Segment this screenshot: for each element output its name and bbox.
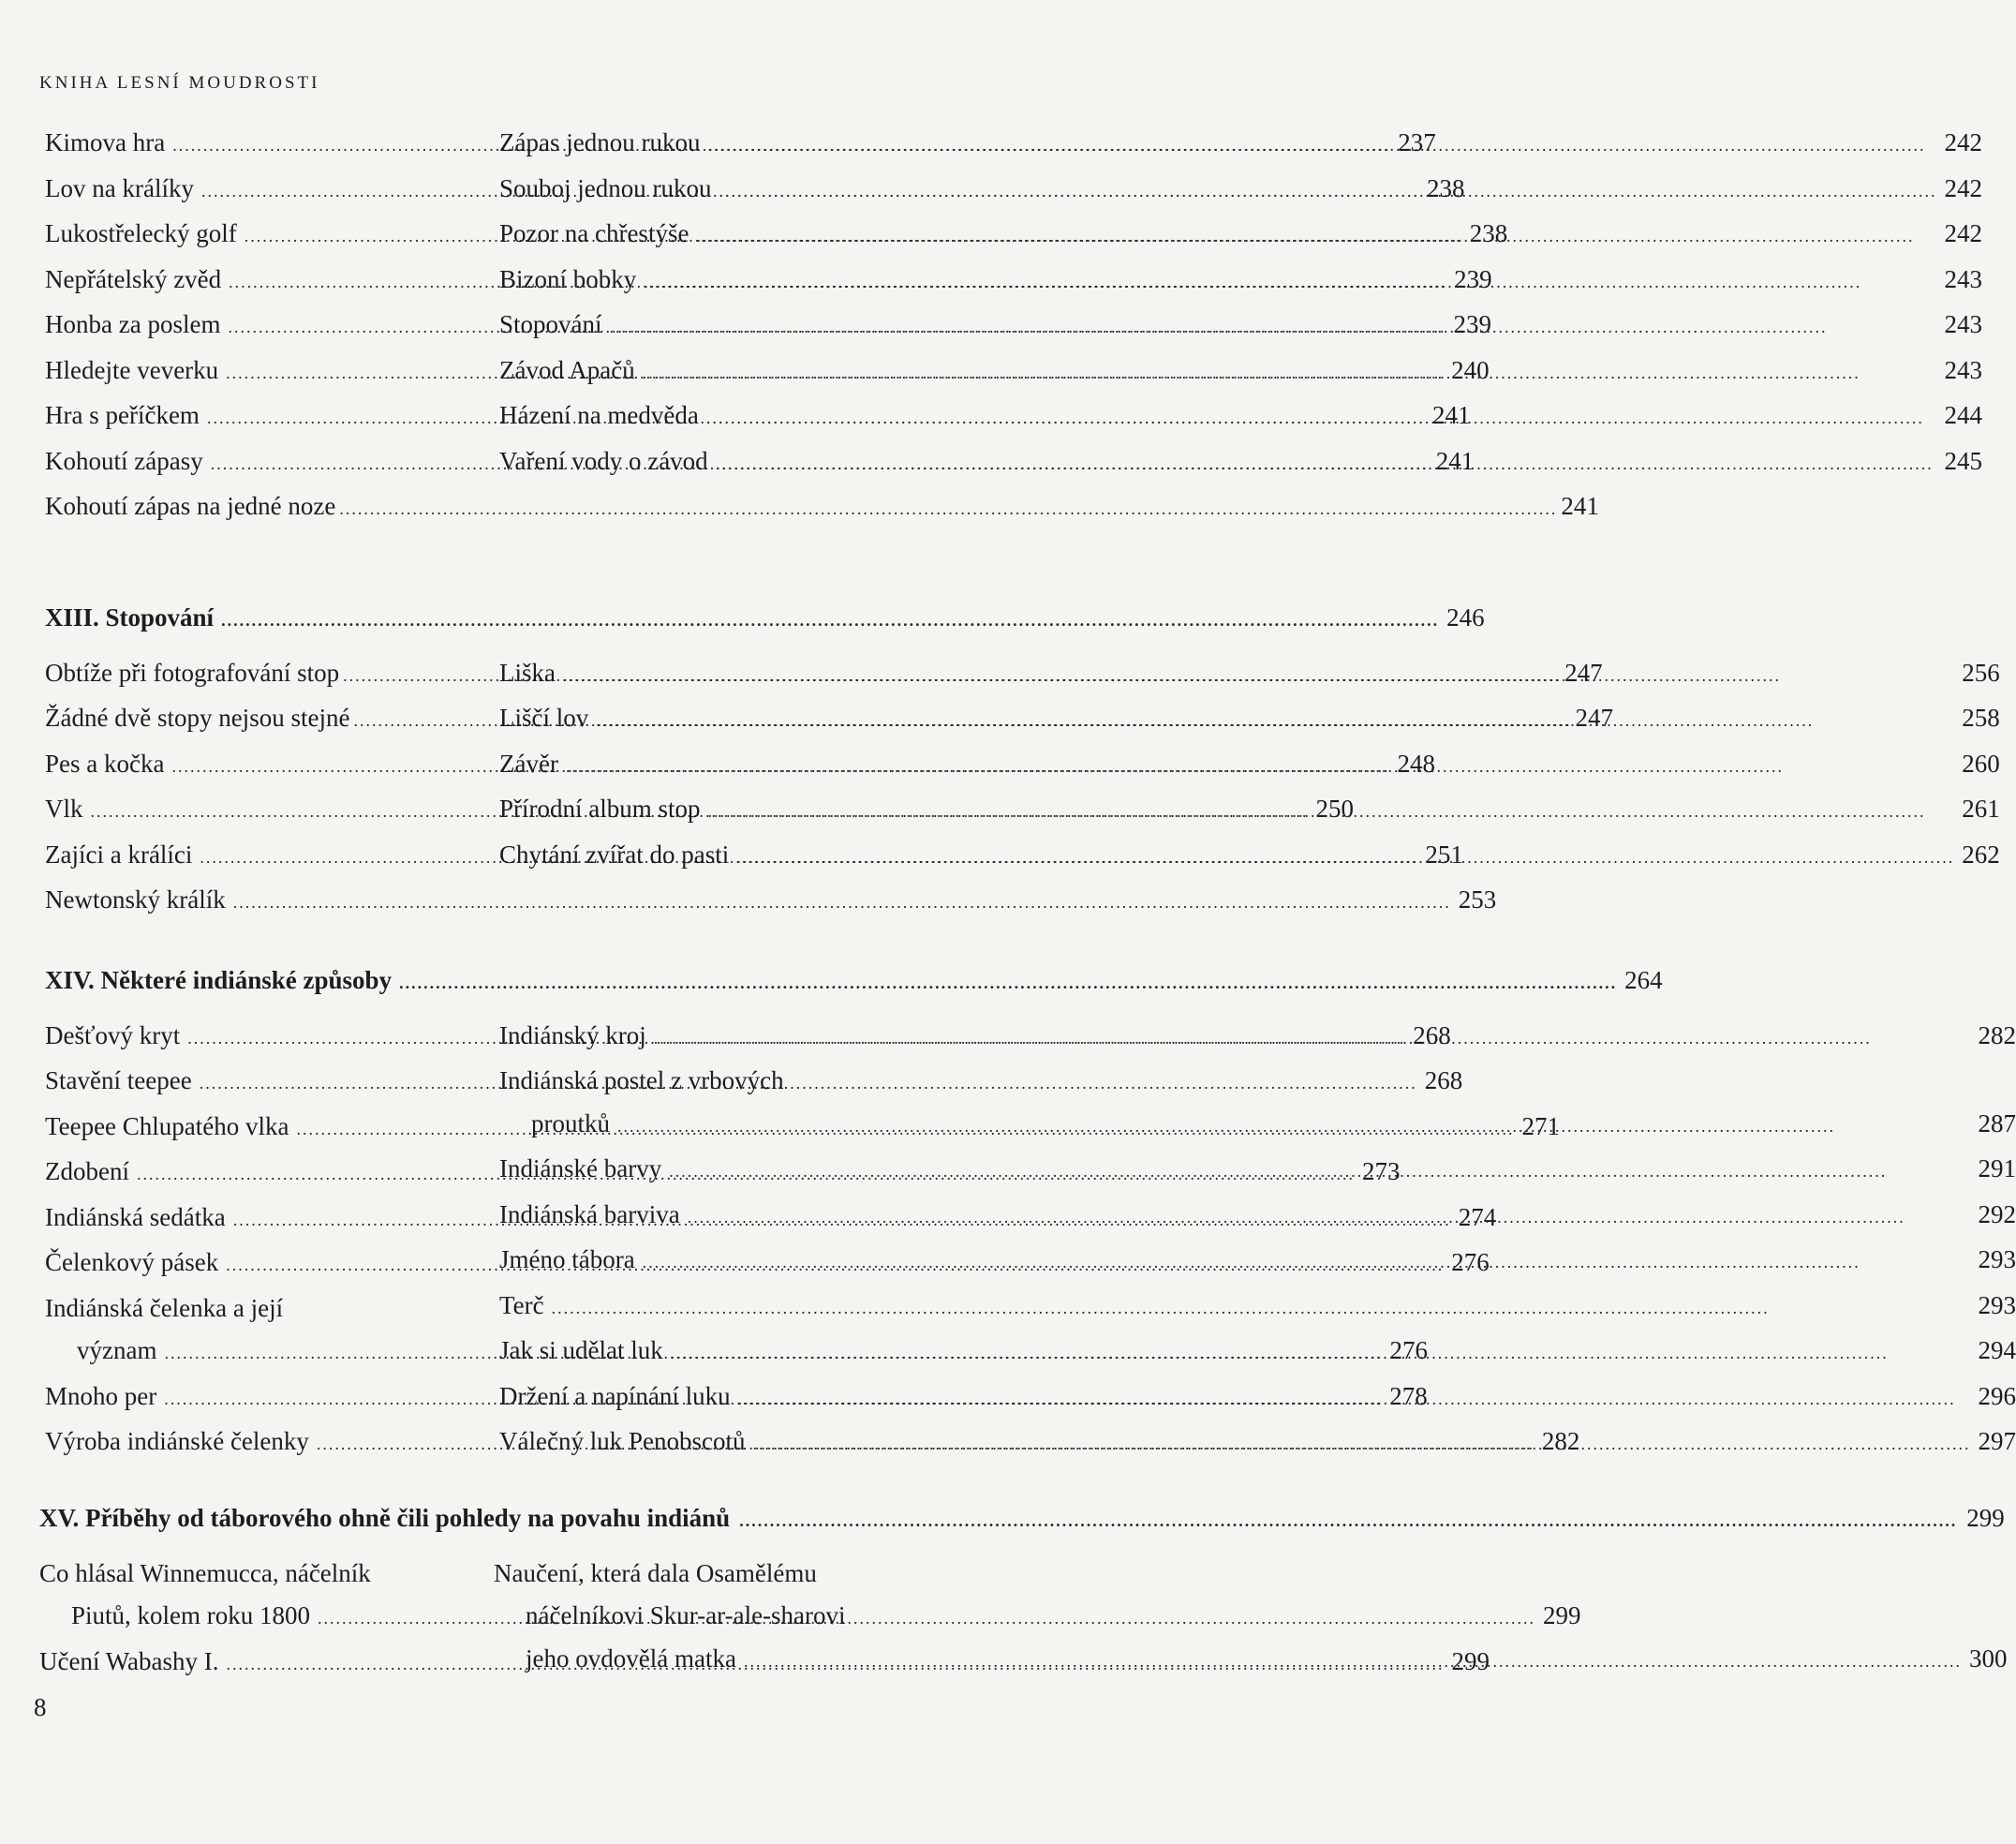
chapter-title: XIV. Některé indiánské způsoby (45, 966, 393, 994)
entry-page: 243 (1944, 310, 1982, 338)
entry-page: 278 (1389, 1381, 1428, 1410)
entry-title: Lov na králíky (45, 173, 194, 202)
entry-page: 294 (1978, 1336, 2016, 1364)
entry-page: 241 (1431, 401, 1471, 429)
toc-entry[interactable] (499, 743, 2000, 789)
dot-leader (707, 125, 1936, 168)
entry-title: Hra s peříčkem (45, 401, 200, 429)
entry-page: 238 (1469, 219, 1508, 247)
dot-leader (738, 1378, 1971, 1421)
entry-page: 238 (1426, 173, 1465, 202)
entry-page: 262 (1962, 840, 2000, 869)
entry-title: Dešťový kryt (45, 1020, 181, 1049)
toc-entry[interactable] (499, 1376, 2016, 1421)
entry-title: Indiánské barvy (499, 1154, 662, 1182)
entry-page: 296 (1978, 1381, 2016, 1410)
entry-page: 282 (1978, 1020, 2016, 1049)
entry-title: jeho ovdovělá matka (526, 1643, 736, 1673)
entry-page: 282 (1541, 1427, 1580, 1455)
dot-leader (644, 261, 1936, 305)
toc-entry[interactable] (499, 788, 2000, 834)
entry-title: Závod Apačů (499, 355, 635, 384)
entry-page: 260 (1962, 749, 2000, 778)
dot-leader (399, 962, 1617, 1005)
entry-page: 291 (1978, 1154, 2016, 1182)
dot-leader (669, 1151, 1970, 1194)
chapter-heading[interactable] (45, 597, 1485, 643)
entry-page: 239 (1453, 310, 1491, 338)
toc-entry[interactable] (45, 485, 1599, 531)
dot-leader (739, 1500, 1957, 1543)
entry-title: význam (77, 1336, 157, 1364)
toc-column-right (499, 652, 2000, 925)
toc-entry[interactable] (499, 1285, 2016, 1331)
dot-leader (596, 700, 1954, 743)
entry-title: Pes a kočka (45, 749, 165, 778)
entry-title: Zdobení (45, 1157, 129, 1185)
entry-title: Závěr (499, 749, 558, 778)
toc-column-right (494, 1553, 2007, 1687)
toc-entry[interactable] (499, 122, 1982, 168)
toc-entry[interactable] (499, 1239, 2016, 1285)
toc-entry-wrapped[interactable] (494, 1553, 2007, 1684)
entry-title: Obtíže při fotografování stop (45, 658, 340, 687)
chapter-heading[interactable] (39, 1497, 2005, 1543)
entry-title-line1: Indiánská čelenka a její (45, 1293, 284, 1322)
entry-title-line3 (494, 1638, 2007, 1684)
entry-title: Žádné dvě stopy nejsou stejné (45, 704, 350, 732)
entry-title: Newtonský králík (45, 885, 226, 914)
dot-leader (617, 1106, 1970, 1149)
entry-title: Honba za poslem (45, 310, 221, 338)
entry-page: 300 (1968, 1643, 2008, 1673)
entry-page: 268 (1413, 1020, 1451, 1049)
entry-title: Indiánská barviva (499, 1199, 680, 1228)
entry-title: Teepee Chlupatého vlka (45, 1111, 289, 1140)
entry-title: Válečný luk Penobscotů (499, 1427, 746, 1455)
toc-entry[interactable] (499, 213, 1982, 259)
entry-title: Liščí lov (499, 704, 589, 732)
entry-page: 244 (1944, 401, 1982, 429)
toc-section-xiv (45, 959, 2016, 1466)
entry-page: 253 (1458, 885, 1497, 914)
dot-leader (706, 397, 1937, 440)
entry-page: 242 (1944, 173, 1982, 202)
entry-page: 293 (1978, 1290, 2016, 1319)
toc-entry[interactable] (499, 349, 1982, 395)
entry-page: 242 (1944, 128, 1982, 156)
entry-title: Stopování (499, 310, 602, 338)
entry-title: Jméno tábora (499, 1245, 635, 1273)
entry-page: 243 (1944, 264, 1982, 293)
dot-leader (752, 1423, 1970, 1466)
toc-entry[interactable] (499, 1194, 2016, 1240)
entry-page: 243 (1944, 355, 1982, 384)
toc-entry[interactable] (499, 304, 1982, 349)
toc-entry[interactable] (499, 697, 2000, 743)
dot-leader (610, 306, 1937, 349)
entry-title-line1: Naučení, která dala Osamělému (494, 1558, 817, 1587)
toc-entry[interactable] (499, 259, 1982, 305)
toc-column-right (499, 1015, 2016, 1466)
entry-title: Vlk (45, 795, 83, 823)
toc-section-xiii (45, 597, 2000, 925)
dot-leader (643, 1242, 1971, 1285)
entry-page: 256 (1962, 658, 2000, 687)
entry-title: Házení na medvěda (499, 401, 699, 429)
dot-leader (671, 1332, 1971, 1376)
chapter-heading[interactable] (45, 959, 1663, 1005)
entry-page: 276 (1389, 1336, 1428, 1364)
entry-title: Výroba indiánské čelenky (45, 1427, 309, 1455)
chapter-page: 299 (1966, 1504, 2005, 1532)
entry-title: Čelenkový pásek (45, 1248, 219, 1276)
toc-section-xv (39, 1497, 2008, 1686)
entry-page: 273 (1361, 1157, 1401, 1185)
entry-title: proutků (531, 1108, 610, 1138)
entry-title: Piutů, kolem roku 1800 (71, 1601, 310, 1629)
dot-leader (736, 837, 1954, 880)
entry-title: Zápas jednou rukou (499, 128, 701, 156)
toc-entry[interactable] (499, 1148, 2016, 1194)
entry-page: 250 (1315, 795, 1354, 823)
toc-entry[interactable] (499, 168, 1982, 214)
toc-entry[interactable] (499, 834, 2000, 880)
toc-entry-wrapped[interactable] (499, 1060, 2016, 1148)
entry-title: Pozor na chřestýše (499, 219, 689, 247)
entry-title: Terč (499, 1290, 544, 1319)
entry-title-line1: Indiánská postel z vrbových (499, 1066, 784, 1094)
entry-title: Mnoho per (45, 1381, 157, 1410)
toc-column-right (499, 122, 1982, 531)
entry-title: Zajíci a králíci (45, 840, 193, 869)
entry-title: Indiánská sedátka (45, 1202, 226, 1231)
entry-title: Liška (499, 658, 556, 687)
chapter-title: XV. Příběhy od táborového ohně čili pohledy na povahu indiánů (39, 1504, 731, 1532)
entry-title: Přírodní album stop (499, 795, 701, 823)
dot-leader (563, 655, 1954, 698)
entry-page: 261 (1962, 795, 2000, 823)
chapter-page: 246 (1446, 603, 1485, 632)
running-head: KNIHA LESNÍ MOUDROSTI (39, 73, 320, 93)
entry-page: 299 (1543, 1601, 1581, 1629)
entry-page: 274 (1458, 1202, 1497, 1231)
toc-entry[interactable] (499, 1330, 2016, 1376)
entry-title: Jak si udělat luk (499, 1336, 663, 1364)
entry-title: Indiánský kroj (499, 1020, 646, 1049)
entry-title: Vaření vody o závod (499, 446, 708, 475)
entry-page: 247 (1575, 704, 1613, 732)
toc-section-games (45, 122, 1982, 531)
chapter-title: XIII. Stopování (45, 603, 215, 632)
entry-title: Stavění teepee (45, 1066, 192, 1094)
toc-entry[interactable] (499, 652, 2000, 698)
entry-title: Lukostřelecký golf (45, 219, 237, 247)
dot-leader (696, 216, 1936, 259)
dot-leader (708, 791, 1955, 834)
toc-entry[interactable] (45, 879, 1497, 925)
dot-leader (654, 1018, 1971, 1061)
toc-entry[interactable] (499, 440, 1982, 486)
dot-leader (566, 746, 1954, 789)
entry-title: Bizoní bobky (499, 264, 637, 293)
dot-leader (552, 1287, 1971, 1331)
entry-page: 240 (1451, 355, 1490, 384)
entry-page: 276 (1451, 1248, 1490, 1276)
page-number: 8 (34, 1693, 47, 1721)
dot-leader (688, 1197, 1971, 1240)
entry-page: 242 (1944, 219, 1982, 247)
entry-page: 237 (1398, 128, 1436, 156)
entry-page: 271 (1521, 1111, 1561, 1140)
entry-page: 245 (1944, 446, 1982, 475)
entry-title: Souboj jednou rukou (499, 173, 712, 202)
entry-page: 241 (1561, 492, 1599, 520)
entry-title-line2: náčelníkovi Skur-ar-ale-sharovi (526, 1601, 846, 1629)
toc-entry[interactable] (499, 1420, 2016, 1466)
toc-entry[interactable] (499, 1015, 2016, 1061)
entry-page: 248 (1397, 749, 1435, 778)
entry-title: Kohoutí zápas na jedné noze (45, 492, 336, 520)
entry-page: 299 (1451, 1646, 1490, 1675)
entry-page: 247 (1564, 658, 1603, 687)
entry-page: 293 (1978, 1245, 2016, 1273)
entry-title: Nepřátelský zvěd (45, 264, 222, 293)
chapter-page: 264 (1624, 966, 1663, 994)
entry-page: 268 (1424, 1066, 1463, 1094)
entry-page: 258 (1962, 704, 2000, 732)
entry-title: Kohoutí zápasy (45, 446, 203, 475)
entry-page: 287 (1978, 1108, 2016, 1138)
dot-leader (221, 600, 1439, 643)
entry-page: 297 (1978, 1427, 2016, 1455)
entry-title: Držení a napínání luku (499, 1381, 731, 1410)
entry-title: Kimova hra (45, 128, 166, 156)
entry-title: Hledejte veverku (45, 355, 219, 384)
entry-page: 241 (1435, 446, 1475, 475)
entry-title: Učení Wabashy I. (39, 1646, 219, 1675)
dot-leader (719, 171, 1937, 214)
entry-page: 239 (1454, 264, 1492, 293)
entry-title: Chytání zvířat do pasti (499, 840, 730, 869)
dot-leader (744, 1641, 1962, 1684)
entry-title-line1: Co hlásal Winnemucca, náčelník (39, 1558, 371, 1587)
dot-leader (643, 352, 1937, 395)
entry-page: 292 (1978, 1199, 2016, 1228)
toc-entry[interactable] (499, 394, 1982, 440)
entry-title-line2 (499, 1103, 2016, 1149)
entry-page: 251 (1425, 840, 1463, 869)
dot-leader (716, 443, 1937, 486)
